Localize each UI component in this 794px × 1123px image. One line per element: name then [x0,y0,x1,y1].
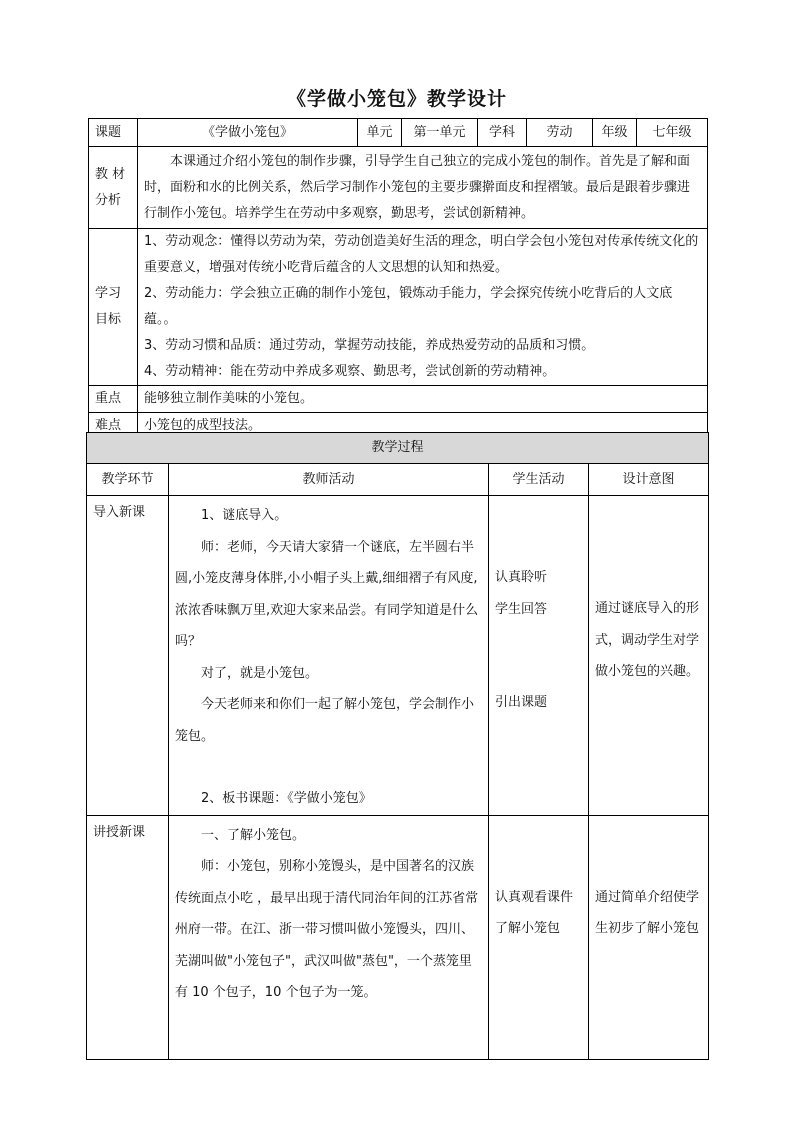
teacher-line-blank [175,752,482,783]
intent-text: 通过简单介绍使学生初步了解小笼包 [595,889,700,936]
teacher-line: 一、了解小笼包。 [201,827,306,843]
student-line: 学生回答 [495,601,548,617]
topic-value: 《学做小笼包》 [138,119,358,147]
grade-label: 年级 [593,119,637,147]
student-activity-cell [489,815,589,1059]
grade-value: 七年级 [637,119,708,147]
student-line-blank [495,656,582,687]
teacher-activity-cell [169,815,489,1059]
student-text: 认真观看课件了解小笼包 [495,889,574,936]
col-header-stage: 教学环节 [87,464,169,496]
col-header-intent: 设计意图 [589,464,709,496]
student-line: 引出课题 [495,695,548,710]
analysis-label-line2: 分析 [95,192,122,208]
stage-cell [87,815,169,1059]
student-activity-cell [489,496,589,816]
document-title: 《学做小笼包》教学设计 [286,88,507,110]
analysis-cell [138,147,708,229]
topic-label: 课题 [89,119,138,147]
col-header-student: 学生活动 [489,464,589,496]
teacher-line: 师：小笼包，别称小笼馒头，是中国著名的汉族传统面点小吃 ，最早出现于清代同治年间的江苏省常州府一带。在江、浙一带习惯叫做小笼馒头，四川、芜湖叫做"小笼包子"，武汉叫做"蒸包"，一个蒸笼里有 10 个包子，10 个包子为一笼。 [175,859,479,1000]
subject-label: 学科 [478,119,527,147]
goal-item: 3、劳动习惯和品质：通过劳动，掌握劳动技能，养成热爱劳动的品质和习惯。 [144,338,595,353]
teacher-line: 师：老师，今天请大家猜一个谜底，左半圆右半圆,小笼皮薄身体胖,小小帽子头上戴,细细褶子有风度,浓浓香味飘万里,欢迎大家来品尝。有同学知道是什么吗？ [175,539,479,649]
unit-label: 单元 [358,119,402,147]
goals-label [89,229,138,386]
key-point-text: 能够独立制作美味的小笼包。 [138,386,708,413]
analysis-label-line1: 教 材 [95,166,126,182]
intent-cell [589,496,709,816]
unit-value: 第一单元 [402,119,478,147]
teacher-activity-cell [169,496,489,816]
goal-item: 1、劳动观念：懂得以劳动为荣，劳动创造美好生活的理念，明白学会包小笼包对传承传统文化的重要意义，增强对传统小吃背后蕴含的人文思想的认知和热爱。 [144,234,699,275]
goals-cell [138,229,708,386]
teacher-line: 2、板书课题：《学做小笼包》 [201,791,372,806]
process-heading: 教学过程 [87,433,709,464]
intent-text: 通过谜底导入的形式，调动学生对学做小笼包的兴趣。 [595,601,700,679]
key-point-label: 重点 [89,386,138,413]
student-line: 认真聆听 [495,570,548,585]
teacher-line: 对了，就是小笼包。 [201,665,319,681]
difficulty-label: 难点 [89,413,138,440]
goals-label-line1: 学习 [95,286,122,301]
teaching-process-table [86,432,709,1060]
analysis-text: 本课通过介绍小笼包的制作步骤，引导学生自己独立的完成小笼包的制作。首先是了解和面时，面粉和水的比例关系，然后学习制作小笼包的主要步骤擀面皮和捏褶皱。最后是跟着步骤进行制作小笼包。培养学生在劳动中多观察，勤思考，尝试创新精神。 [144,153,691,221]
analysis-label [89,147,138,229]
subject-value: 劳动 [527,119,593,147]
stage-label: 导入新课 [93,505,146,520]
teacher-line: 今天老师来和你们一起了解小笼包，学会制作小笼包。 [175,697,475,744]
lesson-info-table [88,118,708,440]
student-line-blank [495,625,582,656]
stage-cell [87,496,169,816]
stage-label: 讲授新课 [93,824,146,840]
goal-item: 4、劳动精神：能在劳动中养成多观察、勤思考，尝试创新的劳动精神。 [144,364,556,379]
teacher-line: 1、谜底导入。 [201,508,288,523]
goals-label-line2: 目标 [95,312,122,327]
intent-cell [589,815,709,1059]
difficulty-text: 小笼包的成型技法。 [138,413,708,440]
col-header-teacher: 教师活动 [169,464,489,496]
goal-item: 2、劳动能力：学会独立正确的制作小笼包，锻炼动手能力，学会探究传统小吃背后的人文底蕴。。 [144,286,673,327]
